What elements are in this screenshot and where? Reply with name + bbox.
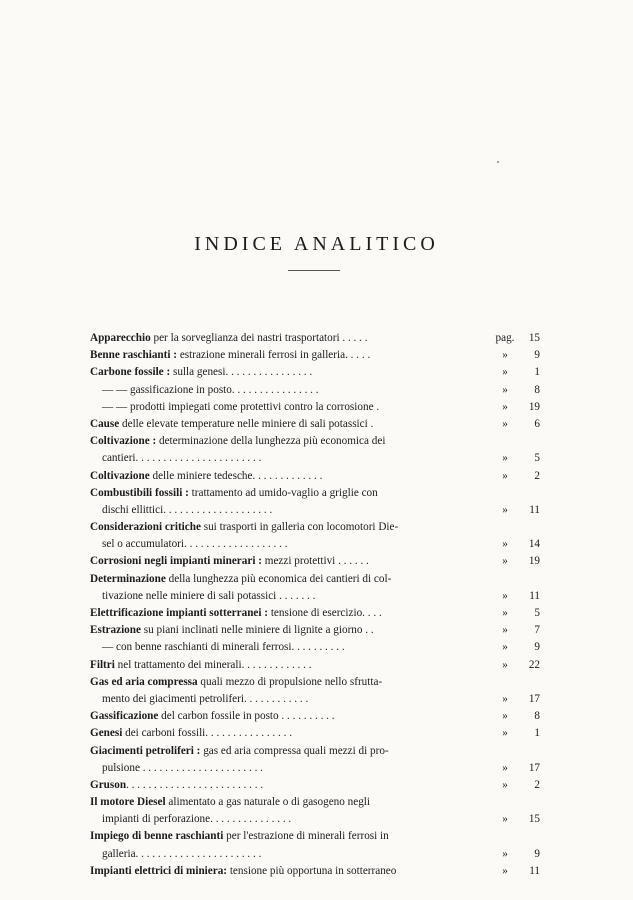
page-reference [490,828,540,845]
page-reference [490,794,540,811]
page-abbrev: » [502,607,508,619]
index-line [90,846,540,863]
page-number [520,828,540,845]
page-abbrev: » [502,778,508,791]
index-line [90,777,540,794]
page-abbrev: » [502,452,508,465]
page-abbrev: » [502,417,508,430]
index-line [90,588,540,605]
page-reference [490,846,540,863]
page-number: 1 [534,366,540,379]
page-abbrev: » [502,555,508,568]
entry-text [90,536,490,553]
entry-description: per l'estrazione di minerali ferrosi in [223,830,389,843]
page-abbrev: » [502,383,508,396]
entry-text [90,433,490,450]
page-reference [490,657,540,674]
entry-term: Gassificazione [90,710,159,723]
entry-text [90,502,490,519]
entry-description: sulla genesi. . . . . . . . . . . . . . . . [170,366,313,379]
entry-term: Gas ed aria compressa [90,675,198,688]
entry-description: della lunghezza più economica dei cantieri di col- [165,572,392,585]
page-reference [490,485,540,502]
index-entry [90,657,540,674]
entry-text [90,811,490,828]
entry-text [90,674,490,691]
page-number [520,674,540,691]
index-entry [90,519,540,553]
page-number: 22 [528,658,540,671]
page-abbrev: » [502,538,508,551]
entry-term: Cause [90,417,120,430]
entry-term: Coltivazione : [90,435,157,448]
page-abbrev: » [502,727,508,740]
entry-text [90,382,490,399]
entry-text [90,330,490,347]
entry-description: sui trasporti in galleria con locomotori Die- [200,521,399,534]
entry-continuation: pulsione . . . . . . . . . . . . . . . . . . . . . . [102,761,263,774]
index-line [90,347,540,364]
page-abbrev: » [502,864,508,877]
entry-dash-prefix: — — [102,383,130,396]
page-abbrev: » [502,366,508,379]
page-reference [490,382,540,399]
page-abbrev [490,674,520,691]
page-abbrev [490,571,520,588]
entry-description: tensione più opportuna in sotterraneo [227,864,397,877]
entry-continuation: impianti di perforazione. . . . . . . . . . . . . . . [102,813,292,826]
index-line [90,811,540,828]
page-abbrev: » [502,503,508,516]
page-number: 17 [528,692,540,705]
entry-text [90,777,490,794]
entry-text [90,399,490,416]
page-reference [490,777,540,794]
page-number: 14 [528,538,540,551]
entry-description: alimentato a gas naturale o di gasogeno negli [165,796,371,809]
page-reference [490,622,540,639]
entry-description: prodotti impiegati come protettivi contro la corrosione . [129,400,380,413]
entry-term: Carbone fossile : [90,366,171,379]
page-reference [490,450,540,467]
entry-term: Apparecchio [90,332,151,344]
entry-text [90,519,490,536]
index-line [90,863,540,880]
entry-text [90,588,490,605]
entry-description: per la sorveglianza dei nastri trasportatori . . . . . [150,332,368,344]
page-abbrev: » [502,641,508,654]
entry-term: Coltivazione [90,469,150,482]
index-line [90,485,540,502]
page-abbrev [490,794,520,811]
page-number [520,571,540,588]
entry-text [90,639,490,656]
entry-term: Impianti elettrici di miniera: [90,864,228,877]
entry-term: Determinazione [90,572,166,585]
page-abbrev [490,485,520,502]
page-number: 7 [534,624,540,637]
entry-text [90,657,490,674]
index-line [90,416,540,433]
title-underline [288,270,340,271]
page-number [520,485,540,502]
entry-text [90,468,490,485]
page-number: 15 [528,813,540,826]
page-reference [490,519,540,536]
index-line [90,657,540,674]
entry-continuation: cantieri. . . . . . . . . . . . . . . . . . . . . . . [102,452,262,465]
index-entry [90,433,540,467]
page-number: 11 [529,864,540,877]
page-number: 8 [534,710,540,723]
page-number [520,794,540,811]
page-number: 2 [534,778,540,791]
page-reference [490,468,540,485]
entry-term: Estrazione [90,624,141,637]
index-line [90,519,540,536]
index-entry [90,708,540,725]
entry-description: trattamento ad umido-vaglio a griglie con [188,486,378,499]
entry-term: Impiego di benne raschianti [90,830,224,843]
entry-continuation: mento dei giacimenti petroliferi. . . . . . . . . . . . [102,692,309,705]
page-number [520,519,540,536]
entry-text [90,485,490,502]
page-abbrev [490,743,520,760]
index-line [90,553,540,570]
index-line [90,330,540,347]
page-reference [490,708,540,725]
index-list [90,330,540,880]
page-number: 2 [534,469,540,482]
entry-term: Corrosioni negli impianti minerari : [90,555,262,568]
entry-term: Genesi [90,727,123,740]
entry-term: Il motore Diesel [90,796,166,809]
page-abbrev: » [502,847,508,860]
page-number: 19 [528,400,540,413]
page-number: 5 [534,452,540,465]
page-abbrev: » [502,589,508,602]
entry-text [90,846,490,863]
page-number: 11 [529,503,540,516]
entry-term: Filtri [90,658,115,671]
index-line [90,760,540,777]
entry-dash-prefix: — [102,641,116,654]
index-line [90,794,540,811]
index-entry [90,485,540,519]
index-entry [90,605,540,622]
page-reference [490,743,540,760]
entry-term: Combustibili fossili : [90,486,189,499]
page-reference [490,364,540,381]
page-number: 8 [534,383,540,396]
index-entry [90,468,540,485]
index-line [90,468,540,485]
page-reference [490,674,540,691]
page-abbrev: » [502,813,508,826]
entry-description: gas ed aria compressa quali mezzi di pro- [200,744,389,757]
entry-term: Benne raschianti : [90,349,178,362]
entry-term: Giacimenti petroliferi : [90,744,201,757]
page-reference [490,571,540,588]
entry-description: dei carboni fossili. . . . . . . . . . . . . . . . [122,727,292,740]
index-line [90,399,540,416]
entry-dash-prefix: — — [102,400,130,413]
page-abbrev: » [502,400,508,413]
page-abbrev [490,828,520,845]
entry-description: determinazione della lunghezza più economica dei [156,435,386,448]
page-number: 19 [528,555,540,568]
page-number: 17 [528,761,540,774]
entry-text [90,863,490,880]
index-entry [90,330,540,347]
index-entry [90,777,540,794]
index-entry [90,364,540,381]
index-entry [90,674,540,708]
page-title: INDICE ANALITICO [194,233,439,255]
page-number: 6 [534,417,540,430]
entry-term: Considerazioni critiche [90,521,201,534]
page-speck [497,161,499,163]
page-abbrev [490,433,520,450]
page-reference [490,416,540,433]
page-number: 1 [534,727,540,740]
entry-text [90,828,490,845]
page-number [520,743,540,760]
entry-description: estrazione minerali ferrosi in galleria. . . . . [177,349,371,362]
page-abbrev [490,519,520,536]
index-entry [90,622,540,639]
index-entry [90,725,540,742]
entry-term: Elettrificazione impianti sotterranei : [90,607,269,619]
page-abbrev: » [502,761,508,774]
page-abbrev: pag. [495,332,515,344]
index-line [90,743,540,760]
entry-text [90,450,490,467]
index-entry [90,399,540,416]
page-abbrev: » [502,658,508,671]
page-abbrev: » [502,624,508,637]
entry-description: gassificazione in posto. . . . . . . . . . . . . . . . [129,383,319,396]
page-reference [490,639,540,656]
index-entry [90,571,540,605]
index-entry [90,382,540,399]
index-line [90,502,540,519]
index-line [90,364,540,381]
page-reference [490,553,540,570]
entry-description: del carbon fossile in posto . . . . . . . . . . [158,710,335,723]
page-number: 15 [528,332,540,344]
entry-text [90,605,490,622]
entry-description: tensione di esercizio. . . . [268,607,382,619]
page-number: 9 [534,349,540,362]
index-line [90,674,540,691]
page-reference [490,725,540,742]
page-reference [490,691,540,708]
index-entry [90,416,540,433]
page-reference [490,433,540,450]
entry-description: con benne raschianti di minerali ferrosi. . . . . . . . . . [115,641,345,654]
entry-description: quali mezzo di propulsione nello sfrutta- [197,675,383,688]
page-abbrev: » [502,469,508,482]
index-entry [90,639,540,656]
entry-text [90,416,490,433]
entry-description: mezzi protettivi . . . . . . [261,555,369,568]
page-abbrev: » [502,692,508,705]
page-reference [490,811,540,828]
page-reference [490,399,540,416]
page-reference [490,536,540,553]
entry-text [90,622,490,639]
page-number: 5 [534,607,540,619]
index-line [90,622,540,639]
entry-text [90,691,490,708]
index-entry [90,743,540,777]
page-reference [490,605,540,622]
index-line [90,605,540,622]
index-line [90,725,540,742]
page-abbrev: » [502,710,508,723]
entry-description: su piani inclinati nelle miniere di lignite a giorno . . [140,624,374,637]
entry-text [90,725,490,742]
entry-text [90,708,490,725]
page-reference [490,330,540,347]
page-reference [490,502,540,519]
entry-description: delle elevate temperature nelle miniere di sali potassici . [119,417,374,430]
entry-text [90,571,490,588]
page-reference [490,347,540,364]
entry-description: nel trattamento dei minerali. . . . . . . . . . . . . [114,658,312,671]
page-abbrev: » [502,349,508,362]
page-number: 9 [534,641,540,654]
index-line [90,571,540,588]
index-line [90,536,540,553]
index-line [90,450,540,467]
entry-text [90,743,490,760]
entry-text [90,364,490,381]
index-entry [90,863,540,880]
index-entry [90,553,540,570]
index-line [90,828,540,845]
index-line [90,382,540,399]
entry-text [90,760,490,777]
page-number [520,433,540,450]
entry-continuation: sel o accumulatori. . . . . . . . . . . . . . . . . . . [102,538,288,551]
page-reference [490,760,540,777]
page-number: 11 [529,589,540,602]
index-entry [90,794,540,828]
entry-text [90,794,490,811]
entry-term: Gruson [90,778,127,791]
index-entry [90,347,540,364]
page-number: 9 [534,847,540,860]
page-reference [490,588,540,605]
entry-continuation: tivazione nelle miniere di sali potassici . . . . . . . [102,589,316,602]
entry-text [90,347,490,364]
entry-text [90,553,490,570]
index-line [90,639,540,656]
page-reference [490,863,540,880]
index-line [90,691,540,708]
index-line [90,708,540,725]
entry-description: . . . . . . . . . . . . . . . . . . . . . . . . . [126,778,264,791]
entry-continuation: galleria. . . . . . . . . . . . . . . . . . . . . . . [102,847,262,860]
entry-continuation: dischi ellittici. . . . . . . . . . . . . . . . . . . . [102,503,273,516]
index-entry [90,828,540,862]
index-line [90,433,540,450]
entry-description: delle miniere tedesche. . . . . . . . . . . . . [149,469,323,482]
